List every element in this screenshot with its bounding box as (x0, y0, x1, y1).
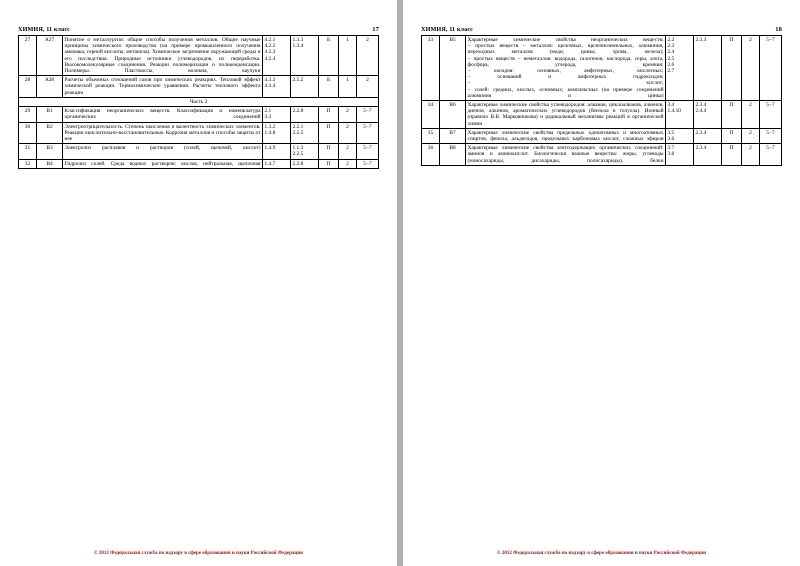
table-row (19, 36, 379, 76)
cell-time: 5−7 (357, 122, 379, 144)
cell-description: Электроотрицательность. Степень окисления и валентность химических элементов. Реакции окислительно-восстановительные. Коррозия металлов и способы защиты от нее (64, 123, 261, 143)
cell-code: В5 (440, 36, 466, 101)
cell-number: 31 (19, 144, 37, 159)
page-body-left (18, 35, 379, 169)
cell-code: В4 (37, 159, 63, 168)
cell-number: 33 (422, 36, 440, 101)
cell-type: 2 (742, 144, 760, 166)
cell-skill-codes: 2.2.8 (291, 159, 319, 168)
cell-time: 5−7 (357, 144, 379, 159)
description-item: − оксидов: основных, амфотерных, кислотных; (467, 68, 664, 75)
cell-time: 5−7 (760, 128, 782, 143)
cell-type: 1 (339, 36, 357, 76)
page-number: 18 (775, 26, 782, 33)
cell-level: Б (319, 76, 339, 98)
cell-level: Б (319, 36, 339, 76)
cell-level: П (319, 159, 339, 168)
cell-level: П (722, 101, 742, 129)
page-body-right (421, 35, 782, 166)
cell-number: 27 (19, 36, 37, 76)
page-header-title: ХИМИЯ, 11 класс (18, 26, 71, 33)
cell-code: А28 (37, 76, 63, 98)
cell-number: 34 (422, 101, 440, 129)
table-row (19, 76, 379, 98)
cell-skill-codes: 1.3.3 1.3.4 (291, 36, 319, 76)
cell-content-codes: 1.3.2 1.4.8 (263, 122, 291, 144)
table-section-row (19, 97, 379, 106)
cell-number: 35 (422, 128, 440, 143)
page-left (0, 0, 397, 566)
specification-table-left (18, 35, 379, 169)
section-label: Часть 2 (19, 97, 379, 106)
page-footer: © 2012 Федеральная служба по надзору в сфере образования и науки Российской Федерации (496, 551, 707, 556)
cell-skill-codes: 2.3.4 2.4.4 (694, 101, 722, 129)
cell-type: 2 (742, 36, 760, 101)
cell-description (466, 36, 666, 101)
cell-content-codes: 2.2 2.3 2.4 2.5 2.6 2.7 (666, 36, 694, 101)
table-row (19, 144, 379, 159)
table-row (19, 122, 379, 144)
table-row (19, 159, 379, 168)
cell-description: Классификация неорганических веществ. Классификация и номенклатура органических соединений (64, 108, 261, 121)
table-row (19, 107, 379, 122)
cell-skill-codes: 2.3.4 (694, 128, 722, 143)
cell-skill-codes: 2.2.8 (291, 107, 319, 122)
cell-type: 2 (742, 128, 760, 143)
cell-number: 29 (19, 107, 37, 122)
table-row (422, 36, 782, 101)
cell-code: В7 (440, 128, 466, 143)
cell-type: 2 (339, 122, 357, 144)
cell-content-codes: 4.2.1 4.2.2 4.2.3 4.2.4 (263, 36, 291, 76)
cell-content-codes: 4.3.2 4.3.4 (263, 76, 291, 98)
page-right (403, 0, 800, 566)
page-number: 17 (372, 26, 379, 33)
description-intro: Характерные химические свойства неорганических веществ: (467, 37, 664, 43)
cell-description: Электролиз расплавов и растворов (солей, щелочей, кислот) (63, 144, 263, 159)
cell-type: 2 (339, 107, 357, 122)
cell-code: А27 (37, 36, 63, 76)
cell-description: Понятие о металлургии: общие способы получения металлов. Общие научные принципы химического производства (на примере промышленного получения аммиака, серной кислоты, метанола). Химическое загрязнение окружающей среды и его последствия. Природные источники углеводородов, их переработка. Высокомолекулярные соединения. Реакции полимеризации и поликонденсации. Полимеры. Пластмассы, волокна, каучуки (64, 37, 261, 75)
cell-content-codes: 3.4 1.4.10 (666, 101, 694, 129)
cell-content-codes: 3.5 3.6 (666, 128, 694, 143)
cell-content-codes: 3.7 3.8 (666, 144, 694, 166)
cell-code: В6 (440, 101, 466, 129)
page-header-left (18, 26, 379, 33)
cell-skill-codes: 2.3.4 (694, 144, 722, 166)
description-item: − солей: средних, кислых, основных; комплексных (на примере соединений алюминия и цинка) (467, 86, 664, 99)
cell-level: П (722, 36, 742, 101)
cell-code: В2 (37, 122, 63, 144)
page-footer: © 2012 Федеральная служба по надзору в сфере образования и науки Российской Федерации (93, 551, 304, 556)
cell-description: Характерные химические свойства азотсодержащих органических соединений: аминов и аминокислот. Биологически важные вещества: жиры, углеводы (моносахариды, дисахариды, полисахариды), белки (467, 145, 664, 164)
cell-code: В8 (440, 144, 466, 166)
table-row (422, 128, 782, 143)
cell-type: 1 (339, 76, 357, 98)
cell-type: 2 (742, 101, 760, 129)
cell-description: Гидролиз солей. Среда водных растворов: кислая, нейтральная, щелочная (64, 160, 261, 167)
cell-type: 2 (339, 144, 357, 159)
page-header-right (421, 26, 782, 33)
cell-skill-codes: 1.1.3 2.2.5 (291, 144, 319, 159)
cell-content-codes: 2.1 3.3 (263, 107, 291, 122)
table-row (422, 144, 782, 166)
cell-number: 30 (19, 122, 37, 144)
cell-type: 2 (339, 159, 357, 168)
cell-content-codes: 1.4.9 (263, 144, 291, 159)
cell-level: П (319, 107, 339, 122)
cell-time: 5−7 (357, 107, 379, 122)
cell-description: Характерные химические свойства углеводородов: алканов, циклоалканов, алкенов, диенов, алкинов, ароматических углеводородов (бензола и толуола). Ионный (правило В.В. Марковникова) и радикальный механизмы реакций в органической химии (467, 102, 664, 127)
description-item: − простых веществ – неметаллов: водорода, галогенов, кислорода, серы, азота, фосфора, углерода, кремния; (467, 55, 664, 68)
cell-time: 2 (357, 36, 379, 76)
table-row (422, 101, 782, 129)
description-item: − простых веществ – металлов: щелочных, щелочноземельных, алюминия, переходных металлов (меди, цинка, хрома, железа); (467, 43, 664, 56)
cell-content-codes: 1.4.7 (263, 159, 291, 168)
cell-description: Характерные химические свойства предельных одноатомных и многоатомных спиртов, фенола, альдегидов, предельных карбоновых кислот, сложных эфиров (467, 129, 664, 143)
cell-skill-codes: 2.2.1 2.2.5 (291, 122, 319, 144)
page-header-title: ХИМИЯ, 11 класс (421, 26, 474, 33)
cell-time: 5−7 (357, 159, 379, 168)
cell-number: 28 (19, 76, 37, 98)
cell-time: 5−7 (760, 144, 782, 166)
description-item: − кислот; (467, 80, 664, 87)
cell-number: 36 (422, 144, 440, 166)
cell-skill-codes: 2.3.3 (694, 36, 722, 101)
cell-code: В3 (37, 144, 63, 159)
cell-time: 5−7 (760, 101, 782, 129)
cell-level: П (319, 144, 339, 159)
cell-level: П (319, 122, 339, 144)
cell-time: 2 (357, 76, 379, 98)
cell-number: 32 (19, 159, 37, 168)
cell-level: П (722, 144, 742, 166)
cell-level: П (722, 128, 742, 143)
cell-code: В1 (37, 107, 63, 122)
cell-skill-codes: 2.5.2 (291, 76, 319, 98)
specification-table-right (421, 35, 782, 166)
description-item: − оснований и амфотерных гидроксидов; (467, 74, 664, 81)
cell-time: 5−7 (760, 36, 782, 101)
cell-description: Расчеты объемных отношений газов при химических реакциях. Тепловой эффект химической реакции. Термохимические уравнения. Расчеты теплового эффекта реакции (64, 77, 261, 96)
